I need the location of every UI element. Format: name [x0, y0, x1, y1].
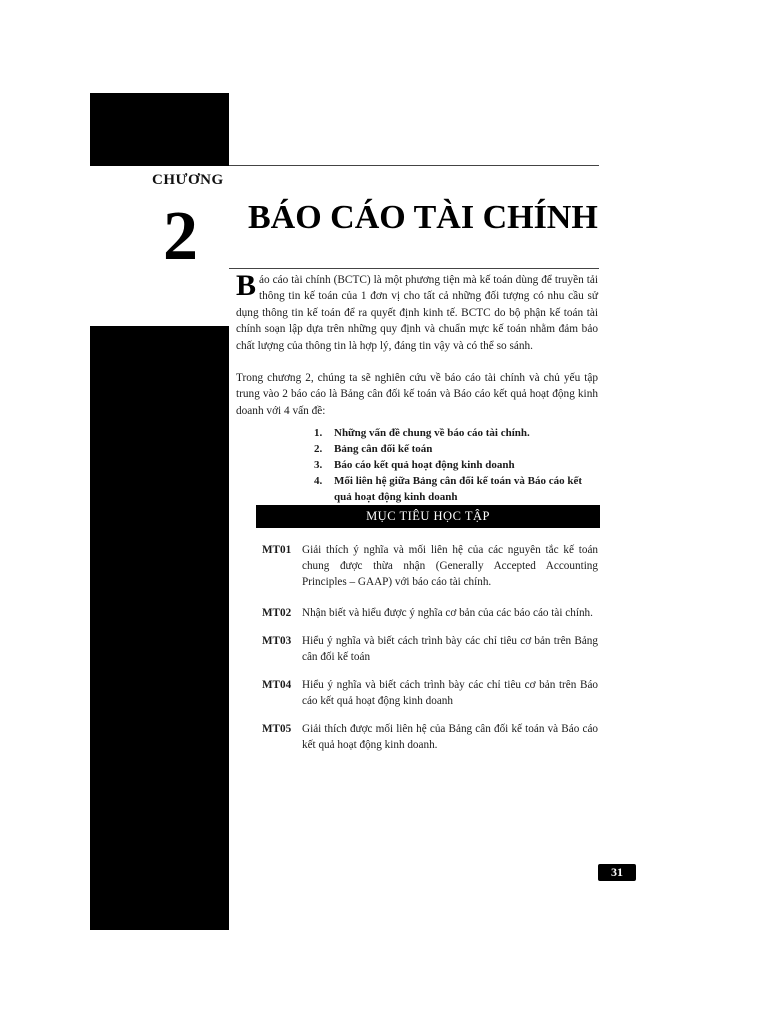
objectives-heading: MỤC TIÊU HỌC TẬP [256, 505, 600, 528]
topic-number: 1. [314, 427, 323, 439]
intro-text: áo cáo tài chính (BCTC) là một phương tiện mà kế toán dùng để truyền tải thông tin kế toán của 1 đơn vị cho tất cả những đối tượng có nhu cầu sử dụng thông tin kế toán để ra quyết định kinh tế. BCTC do bộ phận kế toán tài chính soạn lập dựa trên những quy định và chuẩn mực kế toán nhằm đảm bảo chất lượng của thông tin là hợp lý, đáng tin vậy và có thể so sánh. [236, 274, 598, 352]
drop-cap: B [236, 269, 257, 302]
topic-text: Những vấn đề chung về báo cáo tài chính. [334, 427, 530, 439]
chapter-number: 2 [163, 198, 198, 275]
topic-text: Bảng cân đối kế toán [334, 443, 433, 455]
objective-code: MT02 [262, 607, 292, 619]
chapter-label: CHƯƠNG [152, 172, 224, 188]
topic-number: 3. [314, 459, 323, 471]
objective-text: Hiểu ý nghĩa và biết cách trình bày các chỉ tiêu cơ bản trên Báo cáo kết quả hoạt động kinh doanh [302, 679, 598, 707]
chapter-header-block [90, 93, 229, 166]
objective-item [262, 633, 598, 665]
topic-number: 2. [314, 443, 323, 455]
overview-paragraph: Trong chương 2, chúng ta sẽ nghiên cứu về báo cáo tài chính và chủ yếu tập trung vào 2 báo cáo là Bảng cân đối kế toán và Báo cáo kết quả hoạt động kinh doanh với 4 vấn đề: [236, 372, 598, 417]
topic-text: Báo cáo kết quả hoạt động kinh doanh [334, 459, 515, 471]
topic-item [314, 473, 600, 505]
topic-number: 4. [314, 475, 323, 487]
topic-item [314, 441, 600, 457]
topic-list [314, 425, 600, 505]
chapter-title: BÁO CÁO TÀI CHÍNH [248, 199, 598, 236]
objectives-list [262, 542, 598, 753]
objective-text: Hiểu ý nghĩa và biết cách trình bày các chỉ tiêu cơ bản trên Bảng cân đối kế toán [302, 635, 598, 663]
side-bar-block [90, 326, 229, 930]
objective-item [262, 721, 598, 753]
page-number-badge: 31 [598, 864, 636, 881]
topic-item [314, 425, 600, 441]
objective-code: MT01 [262, 544, 292, 556]
objective-item [262, 542, 598, 590]
objective-code: MT03 [262, 635, 292, 647]
objective-text: Giải thích được mối liên hệ của Bảng cân đối kế toán và Báo cáo kết quả hoạt động kinh doanh. [302, 723, 598, 751]
objective-item [262, 605, 598, 621]
intro-paragraph [236, 269, 598, 354]
topic-text: Mối liên hệ giữa Bảng cân đối kế toán và Báo cáo kết quả hoạt động kinh doanh [334, 475, 582, 503]
header-rule [229, 165, 599, 166]
topic-item [314, 457, 600, 473]
objective-code: MT04 [262, 679, 292, 691]
objective-text: Giải thích ý nghĩa và mối liên hệ của các nguyên tắc kế toán chung được thừa nhận (Generally Accepted Accounting Principles – GAAP) với báo cáo tài chính. [302, 544, 598, 588]
objective-code: MT05 [262, 723, 292, 735]
objective-item [262, 677, 598, 709]
objective-text: Nhận biết và hiểu được ý nghĩa cơ bản của các báo cáo tài chính. [302, 607, 593, 619]
title-rule [229, 268, 599, 269]
